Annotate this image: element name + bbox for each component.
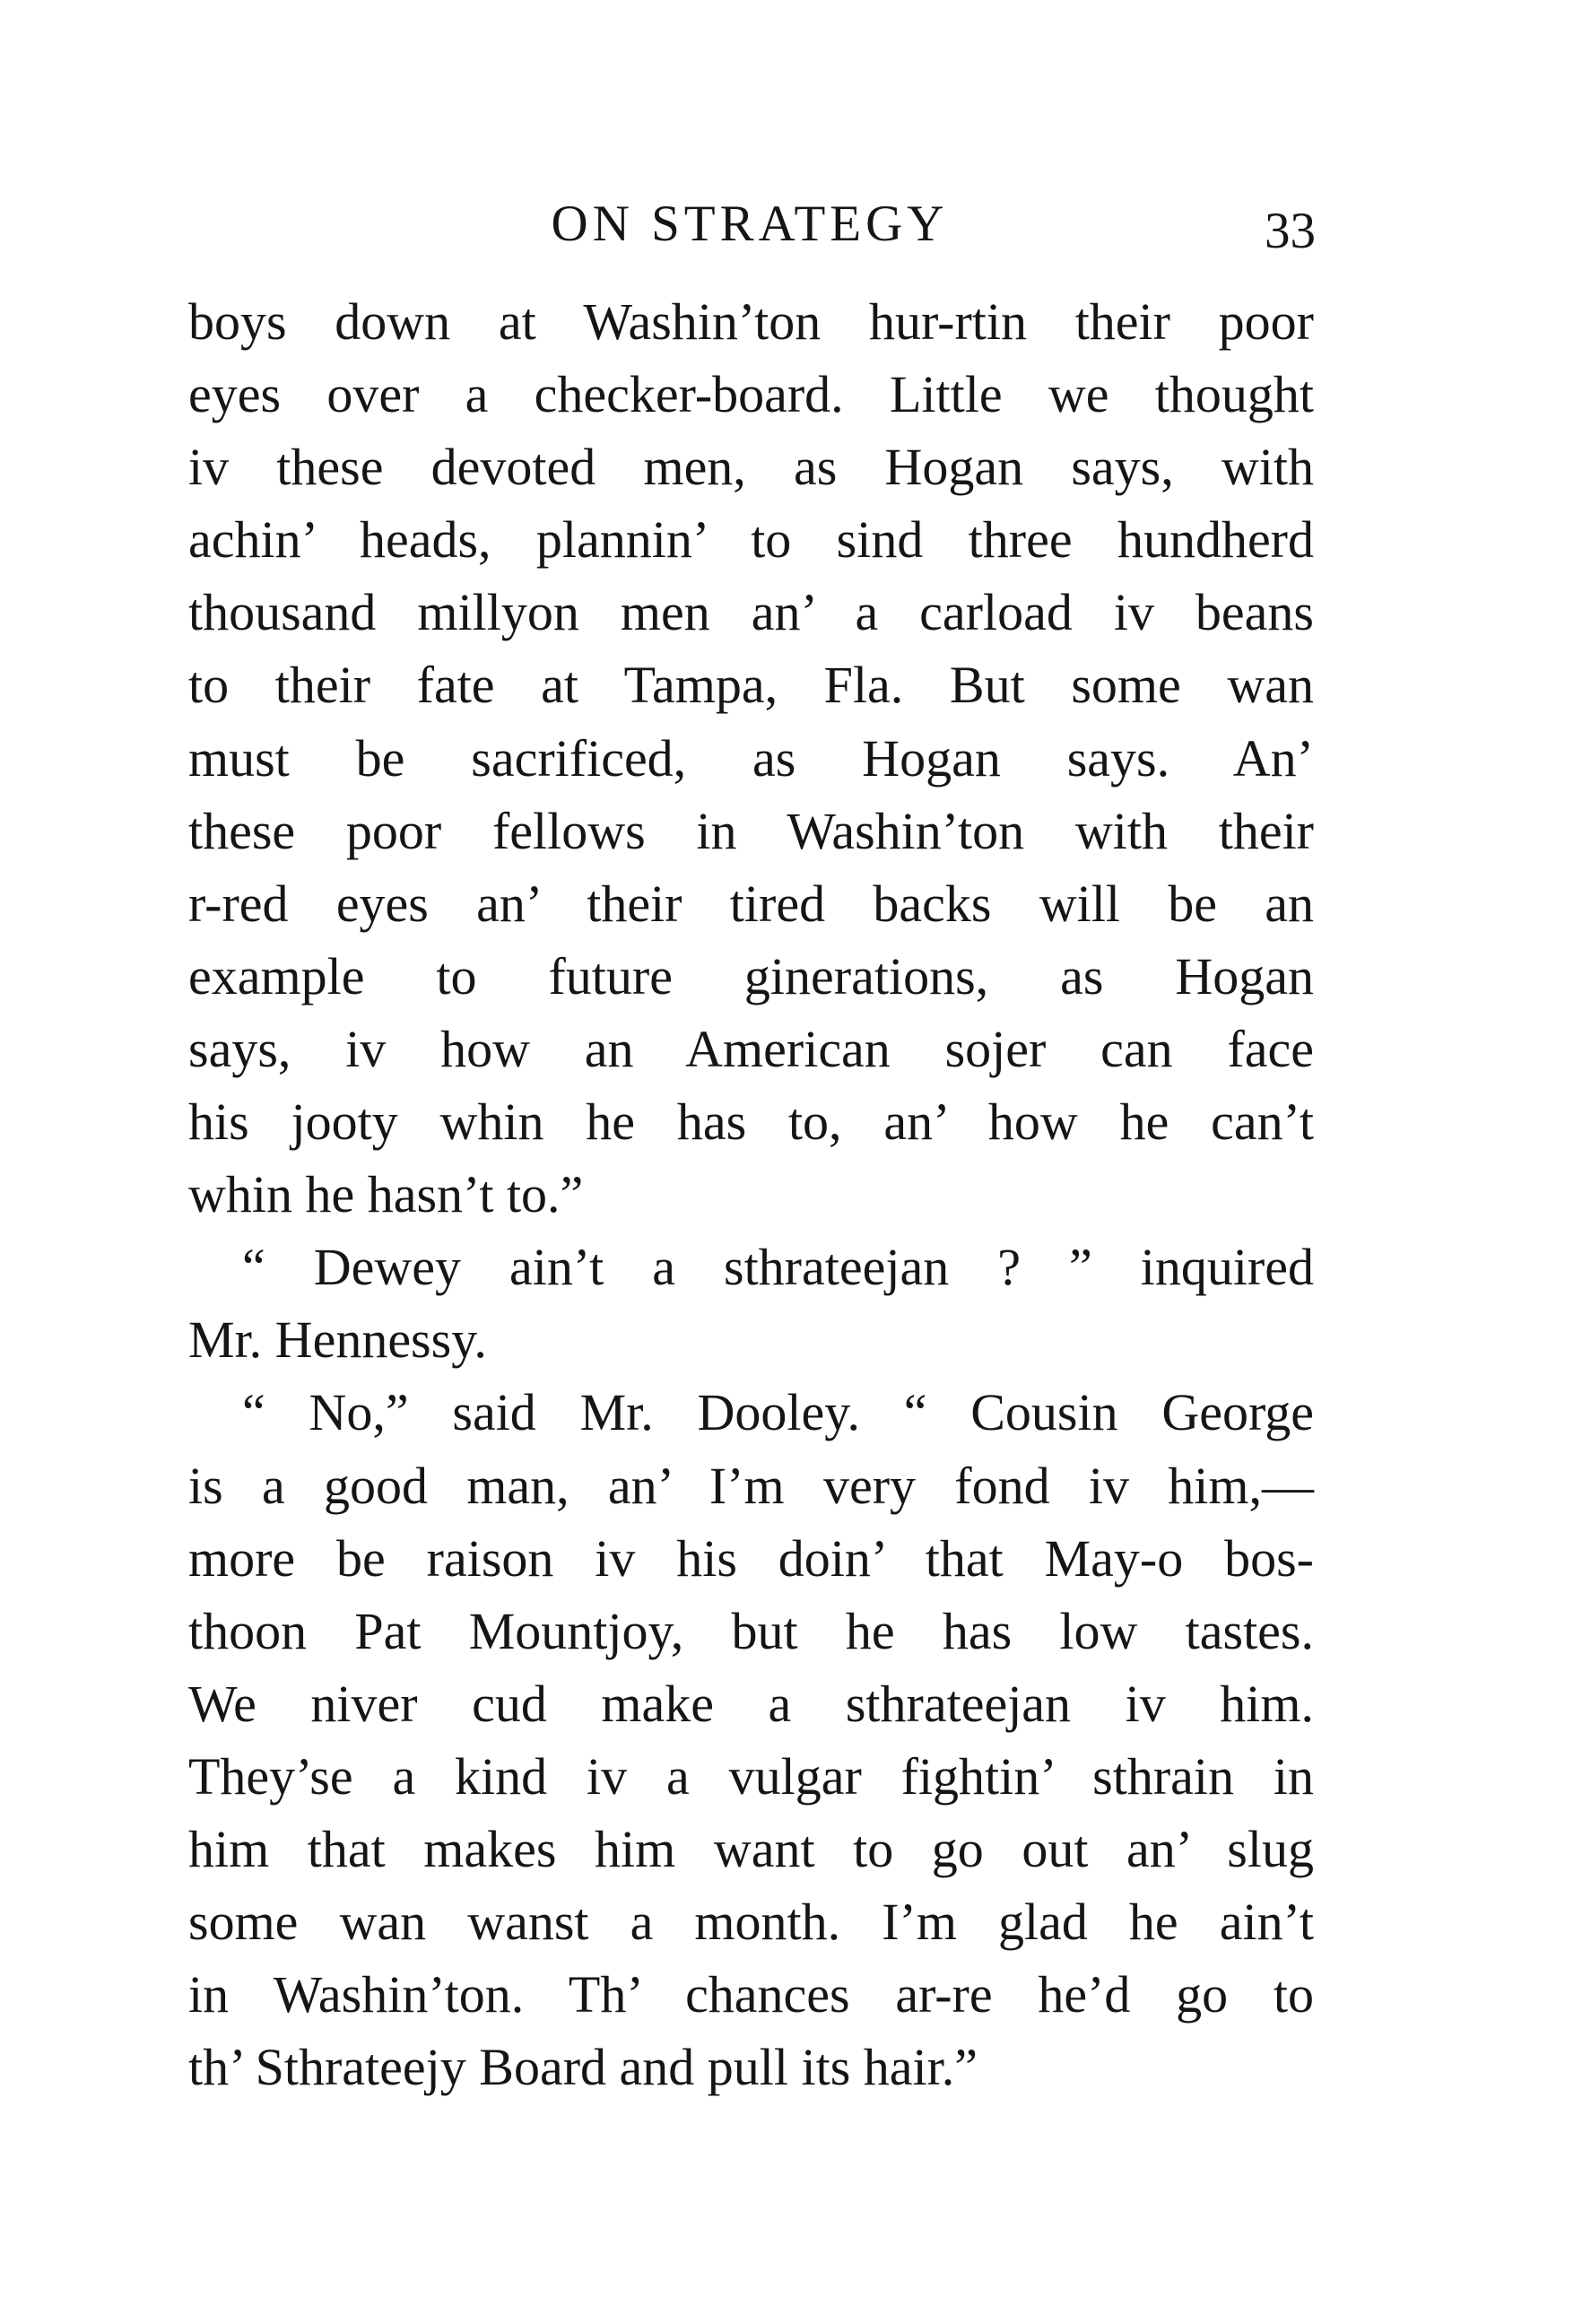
text-line: thousand millyon men an’ a carload iv beans: [188, 583, 1314, 642]
text-line: “ Dewey ain’t a sthrateejan ? ” inquired: [242, 1238, 1314, 1297]
text-line: some wan wanst a month. I’m glad he ain’t: [188, 1893, 1314, 1952]
text-line: example to future ginerations, as Hogan: [188, 946, 1314, 1005]
text-line: more be raison iv his doin’ that May-o bos-: [188, 1528, 1314, 1588]
text-line: eyes over a checker-board. Little we thought: [188, 365, 1314, 424]
text-line: achin’ heads, plannin’ to sind three hundherd: [188, 510, 1314, 570]
text-line: boys down at Washin’ton hur-rtin their poor: [188, 292, 1314, 351]
text-line: They’se a kind iv a vulgar fightin’ sthrain in: [188, 1746, 1314, 1806]
text-line: We niver cud make a sthrateejan iv him.: [188, 1674, 1314, 1733]
text-line: thoon Pat Mountjoy, but he has low tastes.: [188, 1601, 1314, 1660]
text-line: whin he hasn’t to.”: [188, 1165, 584, 1224]
text-line: his jooty whin he has to, an’ how he can’t: [188, 1092, 1314, 1152]
text-line: says, iv how an American sojer can face: [188, 1019, 1314, 1078]
page-number: 33: [1265, 203, 1316, 259]
text-line: “ No,” said Mr. Dooley. “ Cousin George: [242, 1383, 1314, 1442]
text-line: these poor fellows in Washin’ton with their: [188, 801, 1314, 860]
text-line: r-red eyes an’ their tired backs will be an: [188, 874, 1314, 933]
text-line: him that makes him want to go out an’ slug: [188, 1819, 1314, 1878]
text-line: th’ Sthrateejy Board and pull its hair.”: [188, 2038, 978, 2097]
text-line: in Washin’ton. Th’ chances ar-re he’d go to: [188, 1965, 1314, 2024]
text-line: to their fate at Tampa, Fla. But some wan: [188, 656, 1314, 715]
text-line: Mr. Hennessy.: [188, 1310, 487, 1370]
page-header: [184, 184, 1316, 265]
running-title: ON STRATEGY: [551, 196, 949, 252]
text-line: iv these devoted men, as Hogan says, with: [188, 438, 1314, 497]
body-text: [188, 285, 1314, 2103]
text-line: is a good man, an’ I’m very fond iv him,—: [188, 1456, 1314, 1515]
text-line: must be sacrificed, as Hogan says. An’: [188, 728, 1314, 788]
